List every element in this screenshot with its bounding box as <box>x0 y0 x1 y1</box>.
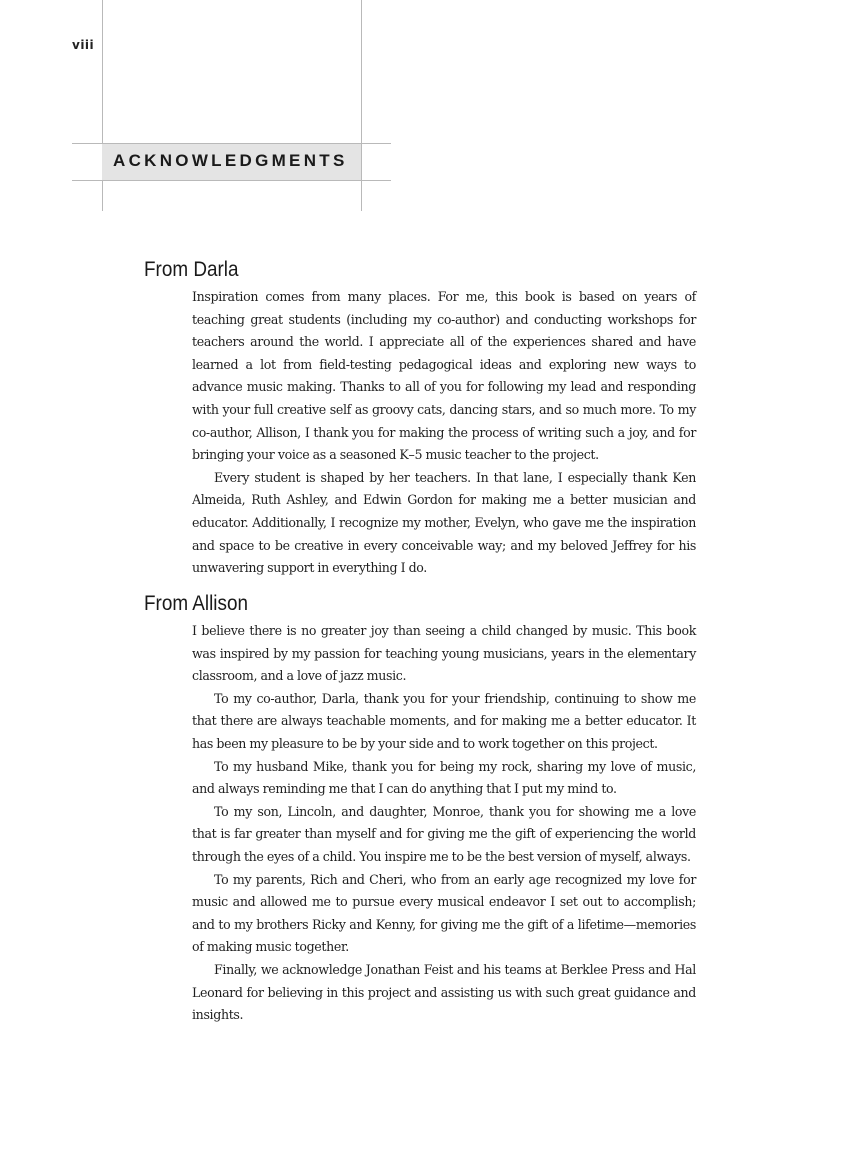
section-body-darla <box>192 286 696 580</box>
paragraph: Every student is shaped by her teachers. In that lane, I especially thank Ken Almeida, Ruth Ashley, and Edwin Gordon for making me a better musician and educator. Additionally, I recognize my mother, Evelyn, who gave me the inspiration and space to be creative in every conceivable way; and my beloved Jeffrey for his unwavering support in everything I do. <box>192 469 696 576</box>
section-heading-allison: From Allison <box>144 592 248 615</box>
paragraph: Finally, we acknowledge Jonathan Feist and his teams at Berklee Press and Hal Leonard for believing in this project and assisting us with such great guidance and insights. <box>192 961 696 1023</box>
paragraph: Inspiration comes from many places. For me, this book is based on years of teaching great students (including my co-author) and conducting workshops for teachers around the world. I appreciate all of the experiences shared and have learned a lot from field-testing pedagogical ideas and exploring new ways to advance music making. Thanks to all of you for following my lead and responding with your full creative self as groovy cats, dancing stars, and so much more. To my co-author, Allison, I thank you for making the process of writing such a joy, and for bringing your voice as a seasoned K–5 music teacher to the project. <box>192 289 696 463</box>
paragraph: To my parents, Rich and Cheri, who from an early age recognized my love for music and allowed me to pursue every musical endeavor I set out to accomplish; and to my brothers Ricky and Kenny, for giving me the gift of a lifetime—memories of making music together. <box>192 871 696 955</box>
crop-rule-bottom <box>72 180 391 181</box>
chapter-title: ACKNOWLEDGMENTS <box>113 151 348 170</box>
paragraph: To my son, Lincoln, and daughter, Monroe, thank you for showing me a love that is far greater than myself and for giving me the gift of experiencing the world through the eyes of a child. You inspire me to be the best version of myself, always. <box>192 803 696 864</box>
section-heading-darla: From Darla <box>144 258 239 281</box>
paragraph: To my co-author, Darla, thank you for your friendship, continuing to show me that there are always teachable moments, and for making me a better educator. It has been my pleasure to be by your side and to work together on this project. <box>192 690 696 751</box>
page-number: viii <box>72 38 95 52</box>
section-body-allison <box>192 620 696 1027</box>
paragraph: To my husband Mike, thank you for being my rock, sharing my love of music, and always reminding me that I can do anything that I put my mind to. <box>192 758 696 797</box>
paragraph: I believe there is no greater joy than seeing a child changed by music. This book was inspired by my passion for teaching young musicians, years in the elementary classroom, and a love of jazz music. <box>192 623 696 684</box>
crop-rule-top <box>72 143 391 144</box>
